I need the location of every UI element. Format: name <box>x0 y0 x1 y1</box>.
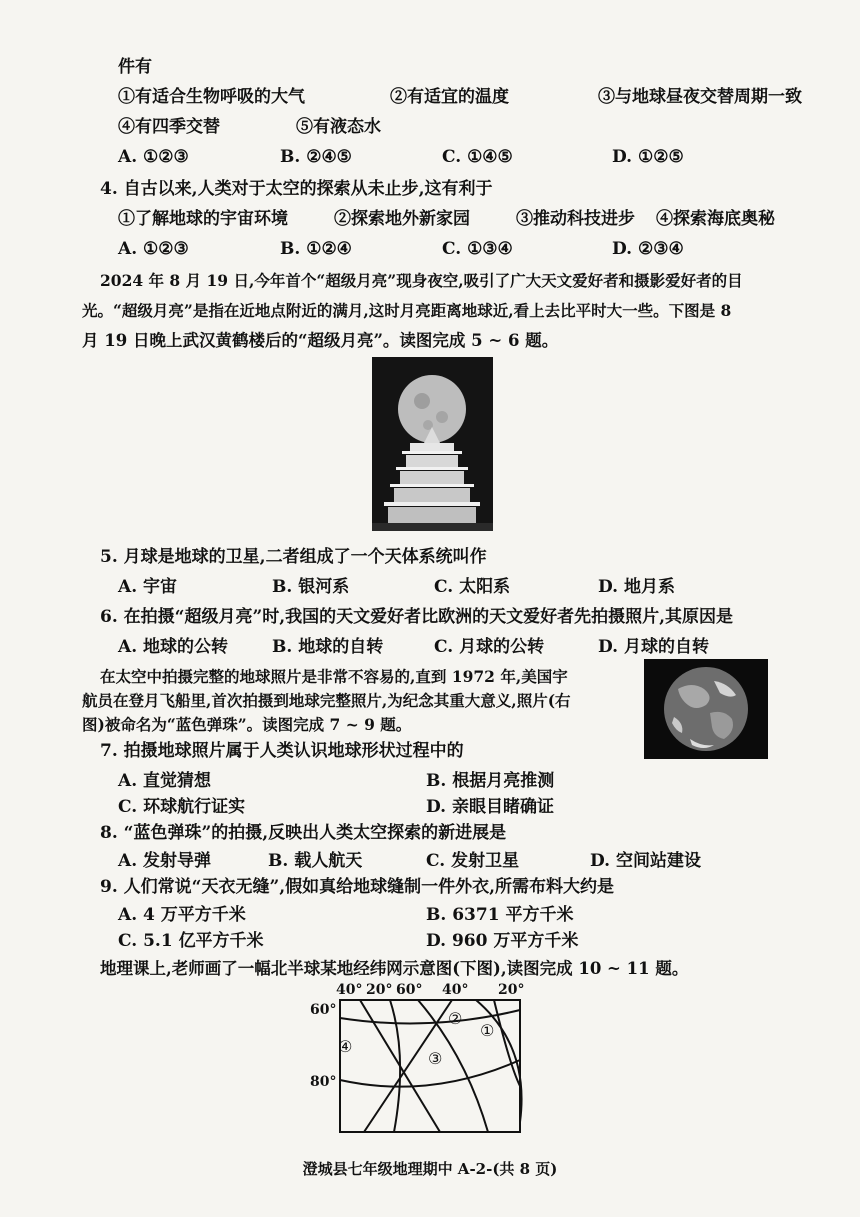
page-footer: 澄城县七年级地理期中 A-2-(共 8 页) <box>302 1160 558 1178</box>
q5-choice-d: D. 地月系 <box>598 577 675 597</box>
q3-option-3: ③与地球昼夜交替周期一致 <box>598 87 802 107</box>
q3-stem-continuation: 件有 <box>118 57 152 77</box>
q9-choice-d: D. 960 万平方千米 <box>426 931 579 951</box>
q7-choice-d: D. 亲眼目睹确证 <box>426 797 554 817</box>
q3-option-2: ②有适宜的温度 <box>390 87 509 107</box>
q7-choice-a: A. 直觉猜想 <box>118 771 212 791</box>
q8-choice-c: C. 发射卫星 <box>426 851 520 871</box>
q6-choice-c: C. 月球的公转 <box>434 637 545 657</box>
q4-option-1: ①了解地球的宇宙环境 <box>118 209 288 229</box>
q9-choice-a: A. 4 万平方千米 <box>118 905 246 925</box>
q4-choice-b: B. ①②④ <box>280 239 352 259</box>
q3-choice-d: D. ①②⑤ <box>612 147 684 167</box>
q3-option-1: ①有适合生物呼吸的大气 <box>118 87 305 107</box>
q8-choice-b: B. 载人航天 <box>268 851 363 871</box>
q6-choice-a: A. 地球的公转 <box>118 637 229 657</box>
q3-option-5: ⑤有液态水 <box>296 117 381 137</box>
q5-choice-c: C. 太阳系 <box>434 577 511 597</box>
q9-stem: 9. 人们常说“天衣无缝”,假如真给地球缝制一件外衣,所需布料大约是 <box>100 877 615 897</box>
q8-choice-d: D. 空间站建设 <box>590 851 701 871</box>
super-moon-photo <box>372 357 493 531</box>
q6-choice-b: B. 地球的自转 <box>272 637 384 657</box>
q6-stem: 6. 在拍摄“超级月亮”时,我国的天文爱好者比欧洲的天文爱好者先拍摄照片,其原因是 <box>100 607 734 627</box>
grid-point-3: ③ <box>428 1049 443 1068</box>
q7-stem: 7. 拍摄地球照片属于人类认识地球形状过程中的 <box>100 741 464 761</box>
grid-left-label-2: 80° <box>310 1074 337 1090</box>
q9-choice-c: C. 5.1 亿平方千米 <box>118 931 264 951</box>
q4-option-3: ③推动科技进步 <box>516 209 635 229</box>
earth-intro-line-3: 图)被命名为“蓝色弹珠”。读图完成 7 ~ 9 题。 <box>82 715 412 734</box>
grid-top-label-5: 20° <box>498 982 525 998</box>
q4-option-2: ②探索地外新家园 <box>334 209 470 229</box>
earth-intro-line-2: 航员在登月飞船里,首次拍摄到地球完整照片,为纪念其重大意义,照片(右 <box>82 691 571 710</box>
q3-option-4: ④有四季交替 <box>118 117 220 137</box>
grid-top-label-3: 60° <box>396 982 423 998</box>
q5-stem: 5. 月球是地球的卫星,二者组成了一个天体系统叫作 <box>100 547 487 567</box>
grid-top-label-4: 40° <box>442 982 469 998</box>
grid-top-label-2: 20° <box>366 982 393 998</box>
q7-choice-c: C. 环球航行证实 <box>118 797 246 817</box>
grid-point-1: ① <box>480 1021 495 1040</box>
lat-long-grid-diagram <box>290 976 550 1136</box>
q3-choice-b: B. ②④⑤ <box>280 147 352 167</box>
q4-choice-c: C. ①③④ <box>442 239 513 259</box>
q9-choice-b: B. 6371 平方千米 <box>426 905 574 925</box>
moon-intro-line-1: 2024 年 8 月 19 日,今年首个“超级月亮”现身夜空,吸引了广大天文爱好者和摄影爱好者的目 <box>100 271 743 290</box>
q7-choice-b: B. 根据月亮推测 <box>426 771 555 791</box>
q6-choice-d: D. 月球的自转 <box>598 637 709 657</box>
grid-left-label-1: 60° <box>310 1002 337 1018</box>
earth-intro-line-1: 在太空中拍摄完整的地球照片是非常不容易的,直到 1972 年,美国宇 <box>100 667 568 686</box>
q5-choice-a: A. 宇宙 <box>118 577 178 597</box>
q8-stem: 8. “蓝色弹珠”的拍摄,反映出人类太空探索的新进展是 <box>100 823 507 843</box>
moon-intro-line-3: 月 19 日晚上武汉黄鹤楼后的“超级月亮”。读图完成 5 ~ 6 题。 <box>82 331 559 350</box>
moon-intro-line-2: 光。“超级月亮”是指在近地点附近的满月,这时月亮距离地球近,看上去比平时大一些。下图是 8 <box>82 301 732 320</box>
q4-choice-a: A. ①②③ <box>118 239 189 259</box>
q3-choice-a: A. ①②③ <box>118 147 189 167</box>
q8-choice-a: A. 发射导弹 <box>118 851 212 871</box>
q5-choice-b: B. 银河系 <box>272 577 350 597</box>
q4-option-4: ④探索海底奥秘 <box>656 209 775 229</box>
q4-choice-d: D. ②③④ <box>612 239 684 259</box>
q3-choice-c: C. ①④⑤ <box>442 147 513 167</box>
blue-marble-photo <box>644 659 768 759</box>
grid-point-2: ② <box>448 1009 463 1028</box>
grid-point-4: ④ <box>338 1037 353 1056</box>
grid-top-label-1: 40° <box>336 982 363 998</box>
q4-stem: 4. 自古以来,人类对于太空的探索从未止步,这有利于 <box>100 179 493 199</box>
grid-intro: 地理课上,老师画了一幅北半球某地经纬网示意图(下图),读图完成 10 ~ 11 题。 <box>100 959 689 978</box>
